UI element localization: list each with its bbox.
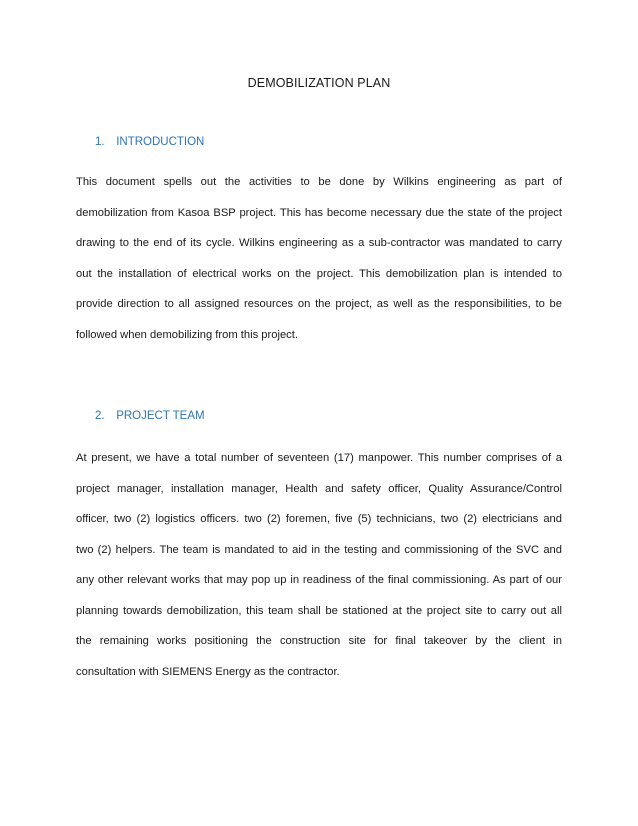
paragraph-line: demobilization from Kasoa BSP project. This has become necessary due the state of the project	[76, 206, 562, 219]
paragraph-line: out the installation of electrical works on the project. This demobilization plan is intended to	[76, 267, 562, 280]
paragraph-line: At present, we have a total number of seventeen (17) manpower. This number comprises of a	[76, 452, 562, 464]
paragraph-line: two (2) helpers. The team is mandated to aid in the testing and commissioning of the SVC and	[76, 543, 562, 556]
project-team-paragraph	[76, 451, 562, 695]
section-number: 1.	[95, 136, 105, 148]
paragraph-line: planning towards demobilization, this team shall be stationed at the project site to carry out all	[76, 604, 562, 617]
paragraph-line: the remaining works positioning the construction site for final takeover by the client in	[76, 635, 562, 647]
introduction-paragraph	[76, 175, 562, 358]
paragraph-line: followed when demobilizing from this project.	[76, 328, 298, 341]
paragraph-line: officer, two (2) logistics officers. two (2) foremen, five (5) technicians, two (2) electricians and	[76, 513, 562, 525]
paragraph-line: any other relevant works that may pop up in readiness of the final commissioning. As part of our	[76, 574, 562, 586]
paragraph-line: provide direction to all assigned resources on the project, as well as the responsibilities, to be	[76, 298, 562, 310]
document-title: DEMOBILIZATION PLAN	[247, 76, 391, 90]
section-heading-introduction	[95, 136, 204, 148]
section-title: INTRODUCTION	[116, 136, 205, 148]
paragraph-line: drawing to the end of its cycle. Wilkins engineering as a sub-contractor was mandated to carry	[76, 237, 562, 249]
section-heading-project-team	[95, 410, 205, 422]
paragraph-line: project manager, installation manager, Health and safety officer, Quality Assurance/Control	[76, 482, 562, 495]
paragraph-line: This document spells out the activities to be done by Wilkins engineering as part of	[76, 176, 562, 188]
section-title: PROJECT TEAM	[116, 410, 205, 422]
paragraph-line: consultation with SIEMENS Energy as the contractor.	[76, 665, 340, 678]
section-number: 2.	[95, 410, 105, 422]
